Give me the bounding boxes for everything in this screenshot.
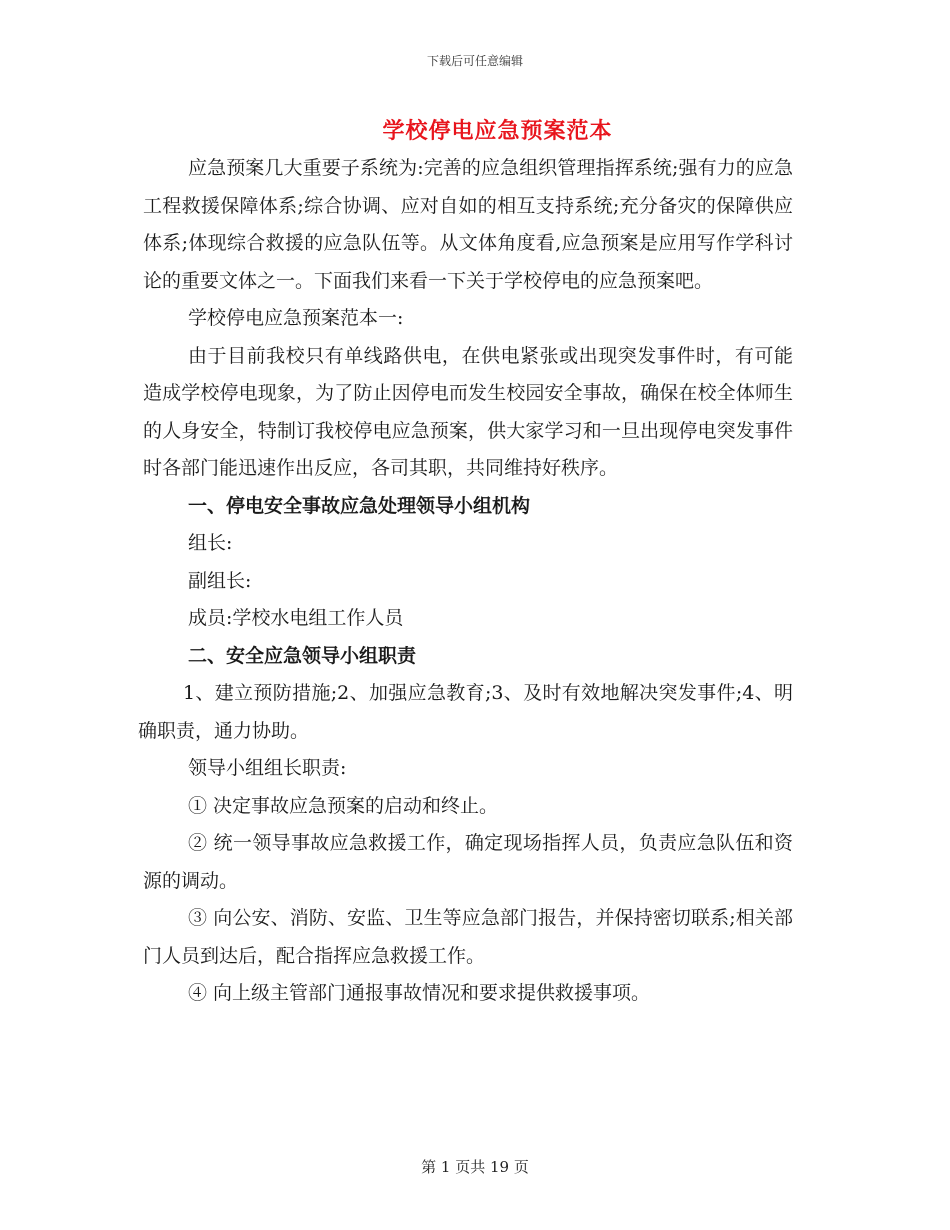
members-line: 成员:学校水电组工作人员	[188, 607, 404, 629]
duties-paragraph: 1、建立预防措施;2、加强应急教育;3、及时有效地解决突发事件;4、明确职责，通力协助。	[138, 682, 793, 742]
header-note: 下载后可任意编辑	[426, 54, 523, 68]
document-body	[138, 150, 793, 1013]
page-footer: 第 1 页共 19 页	[421, 1158, 529, 1176]
duty-item-2: ② 统一领导事故应急救援工作，确定现场指挥人员，负责应急队伍和资源的调动。	[143, 832, 793, 892]
leader-line: 组长:	[188, 532, 233, 554]
duty-item-4: ④ 向上级主管部门通报事故情况和要求提供救援事项。	[188, 982, 651, 1004]
duty-item-3: ③ 向公安、消防、安监、卫生等应急部门报告，并保持密切联系;相关部门人员到达后，配合指挥应急救援工作。	[143, 907, 793, 967]
leader-duties-heading: 领导小组组长职责:	[188, 757, 347, 779]
section2-heading: 二、安全应急领导小组职责	[188, 644, 417, 667]
duty-item-1: ① 决定事故应急预案的启动和终止。	[188, 794, 499, 817]
section1-heading: 一、停电安全事故应急处理领导小组机构	[188, 494, 531, 517]
intro-paragraph: 应急预案几大重要子系统为:完善的应急组织管理指挥系统;强有力的应急工程救援保障体系;综合协调、应对自如的相互支持系统;充分备灾的保障供应体系;体现综合救援的应急队伍等。从文体角度看,应急预案是应用写作学科讨论的重要文体之一。下面我们来看一下关于学校停电的应急预案吧。	[143, 157, 793, 292]
sample-heading: 学校停电应急预案范本一:	[188, 307, 404, 329]
document-title: 学校停电应急预案范本	[382, 118, 613, 144]
background-paragraph: 由于目前我校只有单线路供电，在供电紧张或出现突发事件时，有可能造成学校停电现象，为了防止因停电而发生校园安全事故，确保在校全体师生的人身安全，特制订我校停电应急预案，供大家学习和一旦出现停电突发事件时各部门能迅速作出反应，各司其职，共同维持好秩序。	[143, 344, 793, 479]
deputy-leader-line: 副组长:	[188, 569, 252, 592]
